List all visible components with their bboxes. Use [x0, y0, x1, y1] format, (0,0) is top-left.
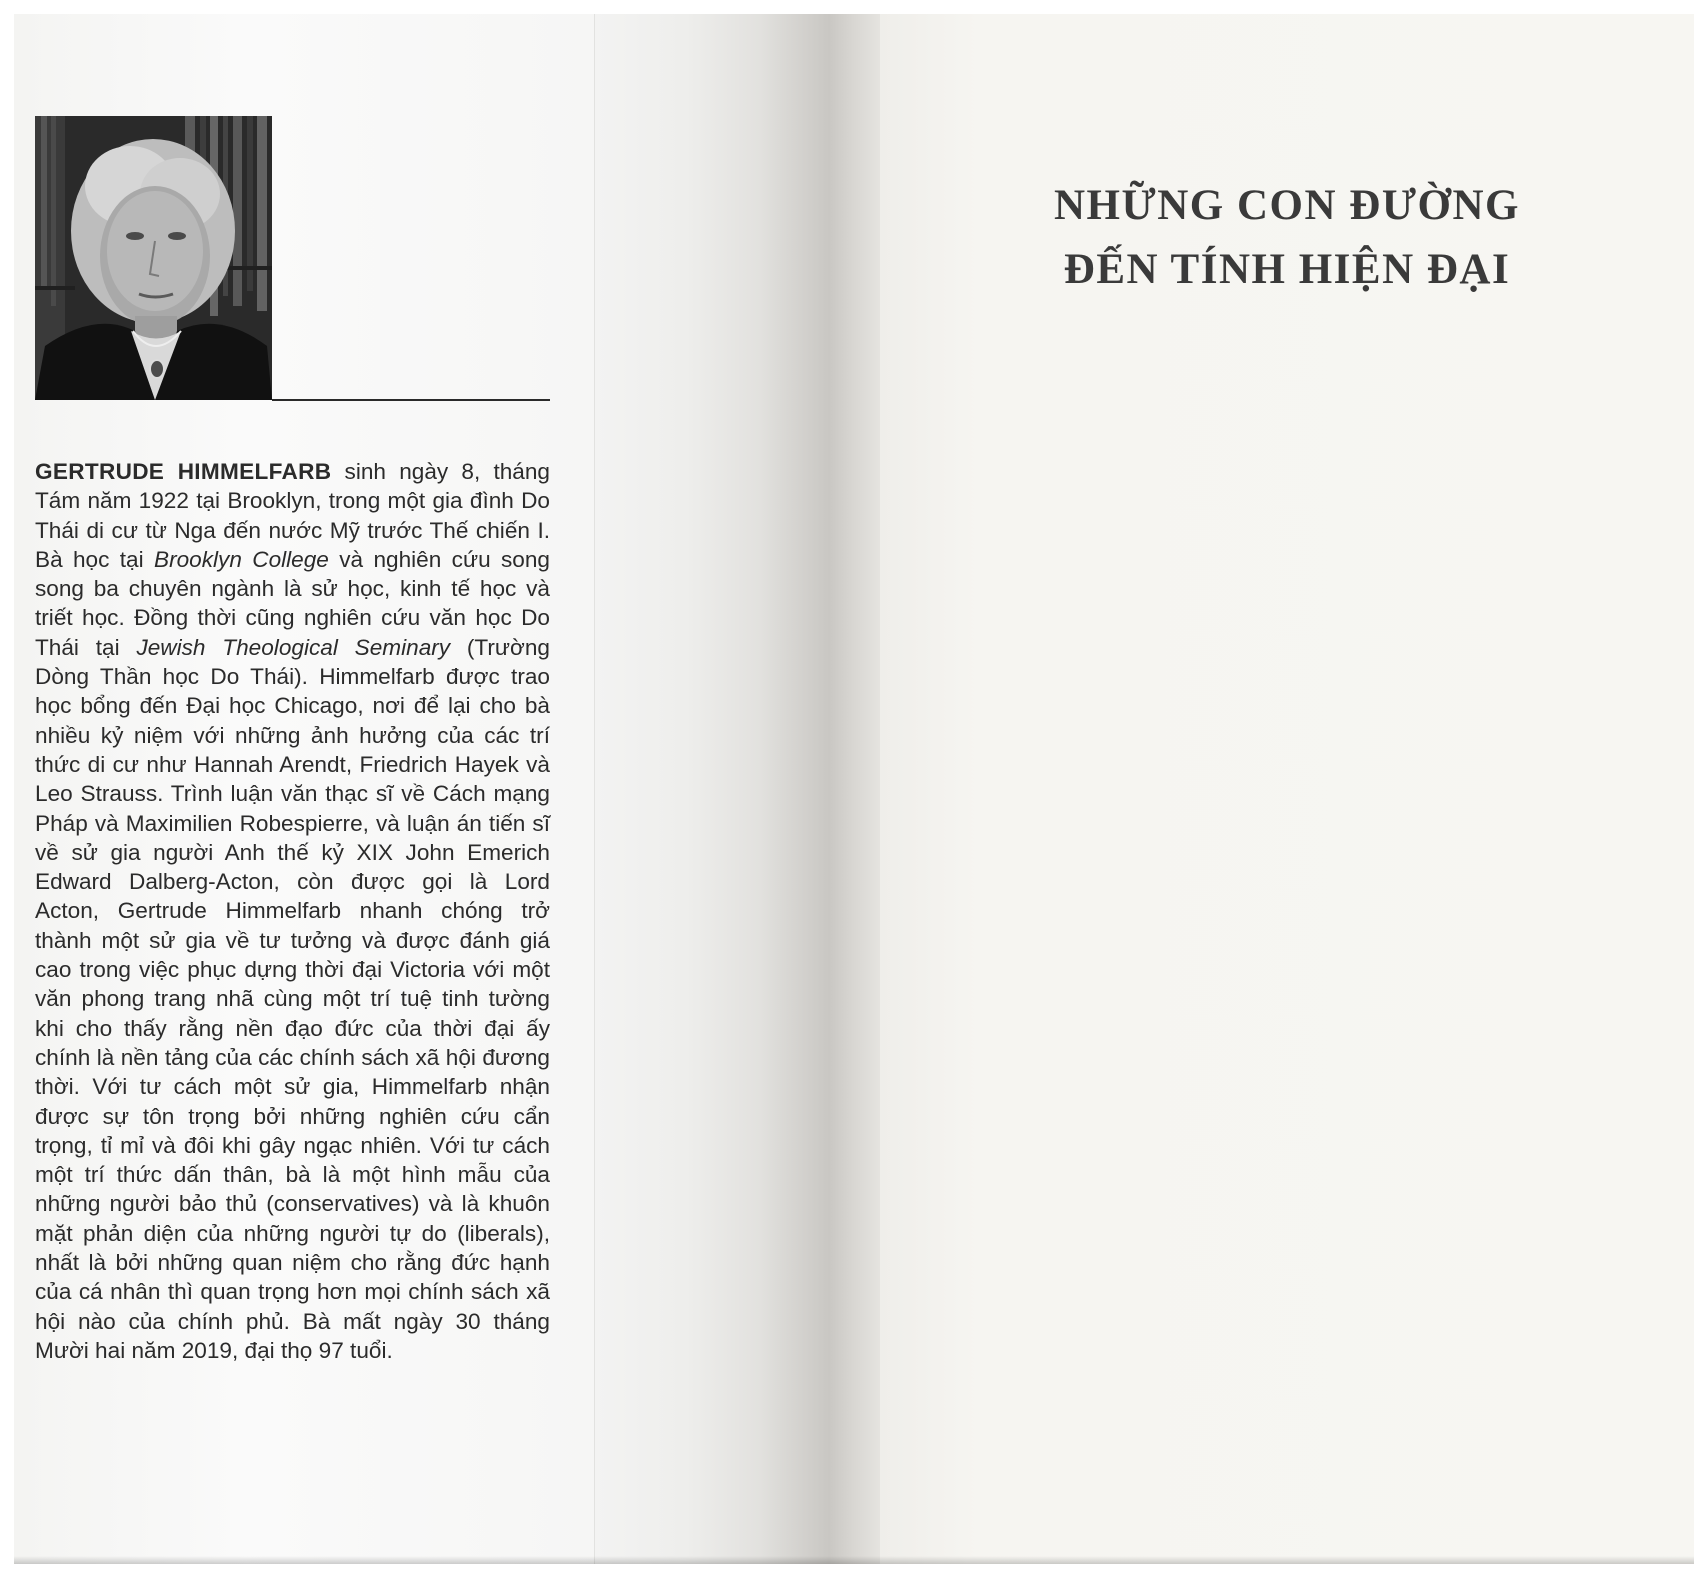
- book-spread: [14, 14, 1694, 1564]
- portrait-image: [35, 116, 272, 400]
- photo-underline-rule: [272, 399, 550, 401]
- page-bottom-edge: [14, 1556, 1694, 1564]
- book-title-line-1: NHỮNG CON ĐƯỜNG: [1053, 182, 1520, 229]
- bio-text-part-1: sinh ngày 8, tháng Tám năm 1922 tại Brooklyn, trong một gia đình Do Thái di cư từ Nga đến nước Mỹ trước Thế chiến I. Bà học tại: [35, 459, 550, 572]
- author-portrait-photo: [35, 116, 272, 400]
- book-title-line-2: ĐẾN TÍNH HIỆN ĐẠI: [1063, 246, 1511, 293]
- book-gutter: [595, 14, 895, 1564]
- book-title: [880, 174, 1694, 302]
- bio-institution-seminary: Jewish Theological Seminary: [136, 634, 451, 660]
- left-page: [14, 14, 595, 1564]
- author-biography: [35, 457, 550, 1365]
- bio-text-part-2: và nghiên cứu song song ba chuyên ngành là sử học, kinh tế học và triết học. Đồng thời cũng nghiên cứu văn học Do Thái tại: [35, 546, 550, 660]
- author-name: GERTRUDE HIMMELFARB: [35, 459, 332, 484]
- bio-institution-brooklyn-college: Brooklyn College: [154, 546, 329, 572]
- bio-text-part-3: (Trường Dòng Thần học Do Thái). Himmelfarb được trao học bổng đến Đại học Chicago, nơi để lại cho bà nhiều kỷ niệm với những ảnh hưởng của các trí thức di cư như Hannah Arendt, Friedrich Hayek và Leo Strauss. Trình luận văn thạc sĩ về Cách mạng Pháp và Maximilien Robespierre, và luận án tiến sĩ về sử gia người Anh thế kỷ XIX John Emerich Edward Dalberg-Acton, còn được gọi là Lord Acton, Gertrude Himmelfarb nhanh chóng trở thành một sử gia về tư tưởng và được đánh giá cao trong việc phục dựng thời đại Victoria với một văn phong trang nhã cùng một trí tuệ tinh tường khi cho thấy rằng nền đạo đức của thời đại ấy chính là nền tảng của các chính sách xã hội đương thời. Với tư cách một sử gia, Himmelfarb nhận được sự tôn trọng bởi những nghiên cứu cẩn trọng, tỉ mỉ và đôi khi gây ngạc nhiên. Với tư cách một trí thức dấn thân, bà là một hình mẫu của những người bảo thủ (conservatives) và là khuôn mặt phản diện của những người tự do (liberals), nhất là bởi những quan niệm cho rằng đức hạnh của cá nhân thì quan trọng hơn mọi chính sách xã hội nào của chính phủ. Bà mất ngày 30 tháng Mười hai năm 2019, đại thọ 97 tuổi.: [35, 634, 550, 1363]
